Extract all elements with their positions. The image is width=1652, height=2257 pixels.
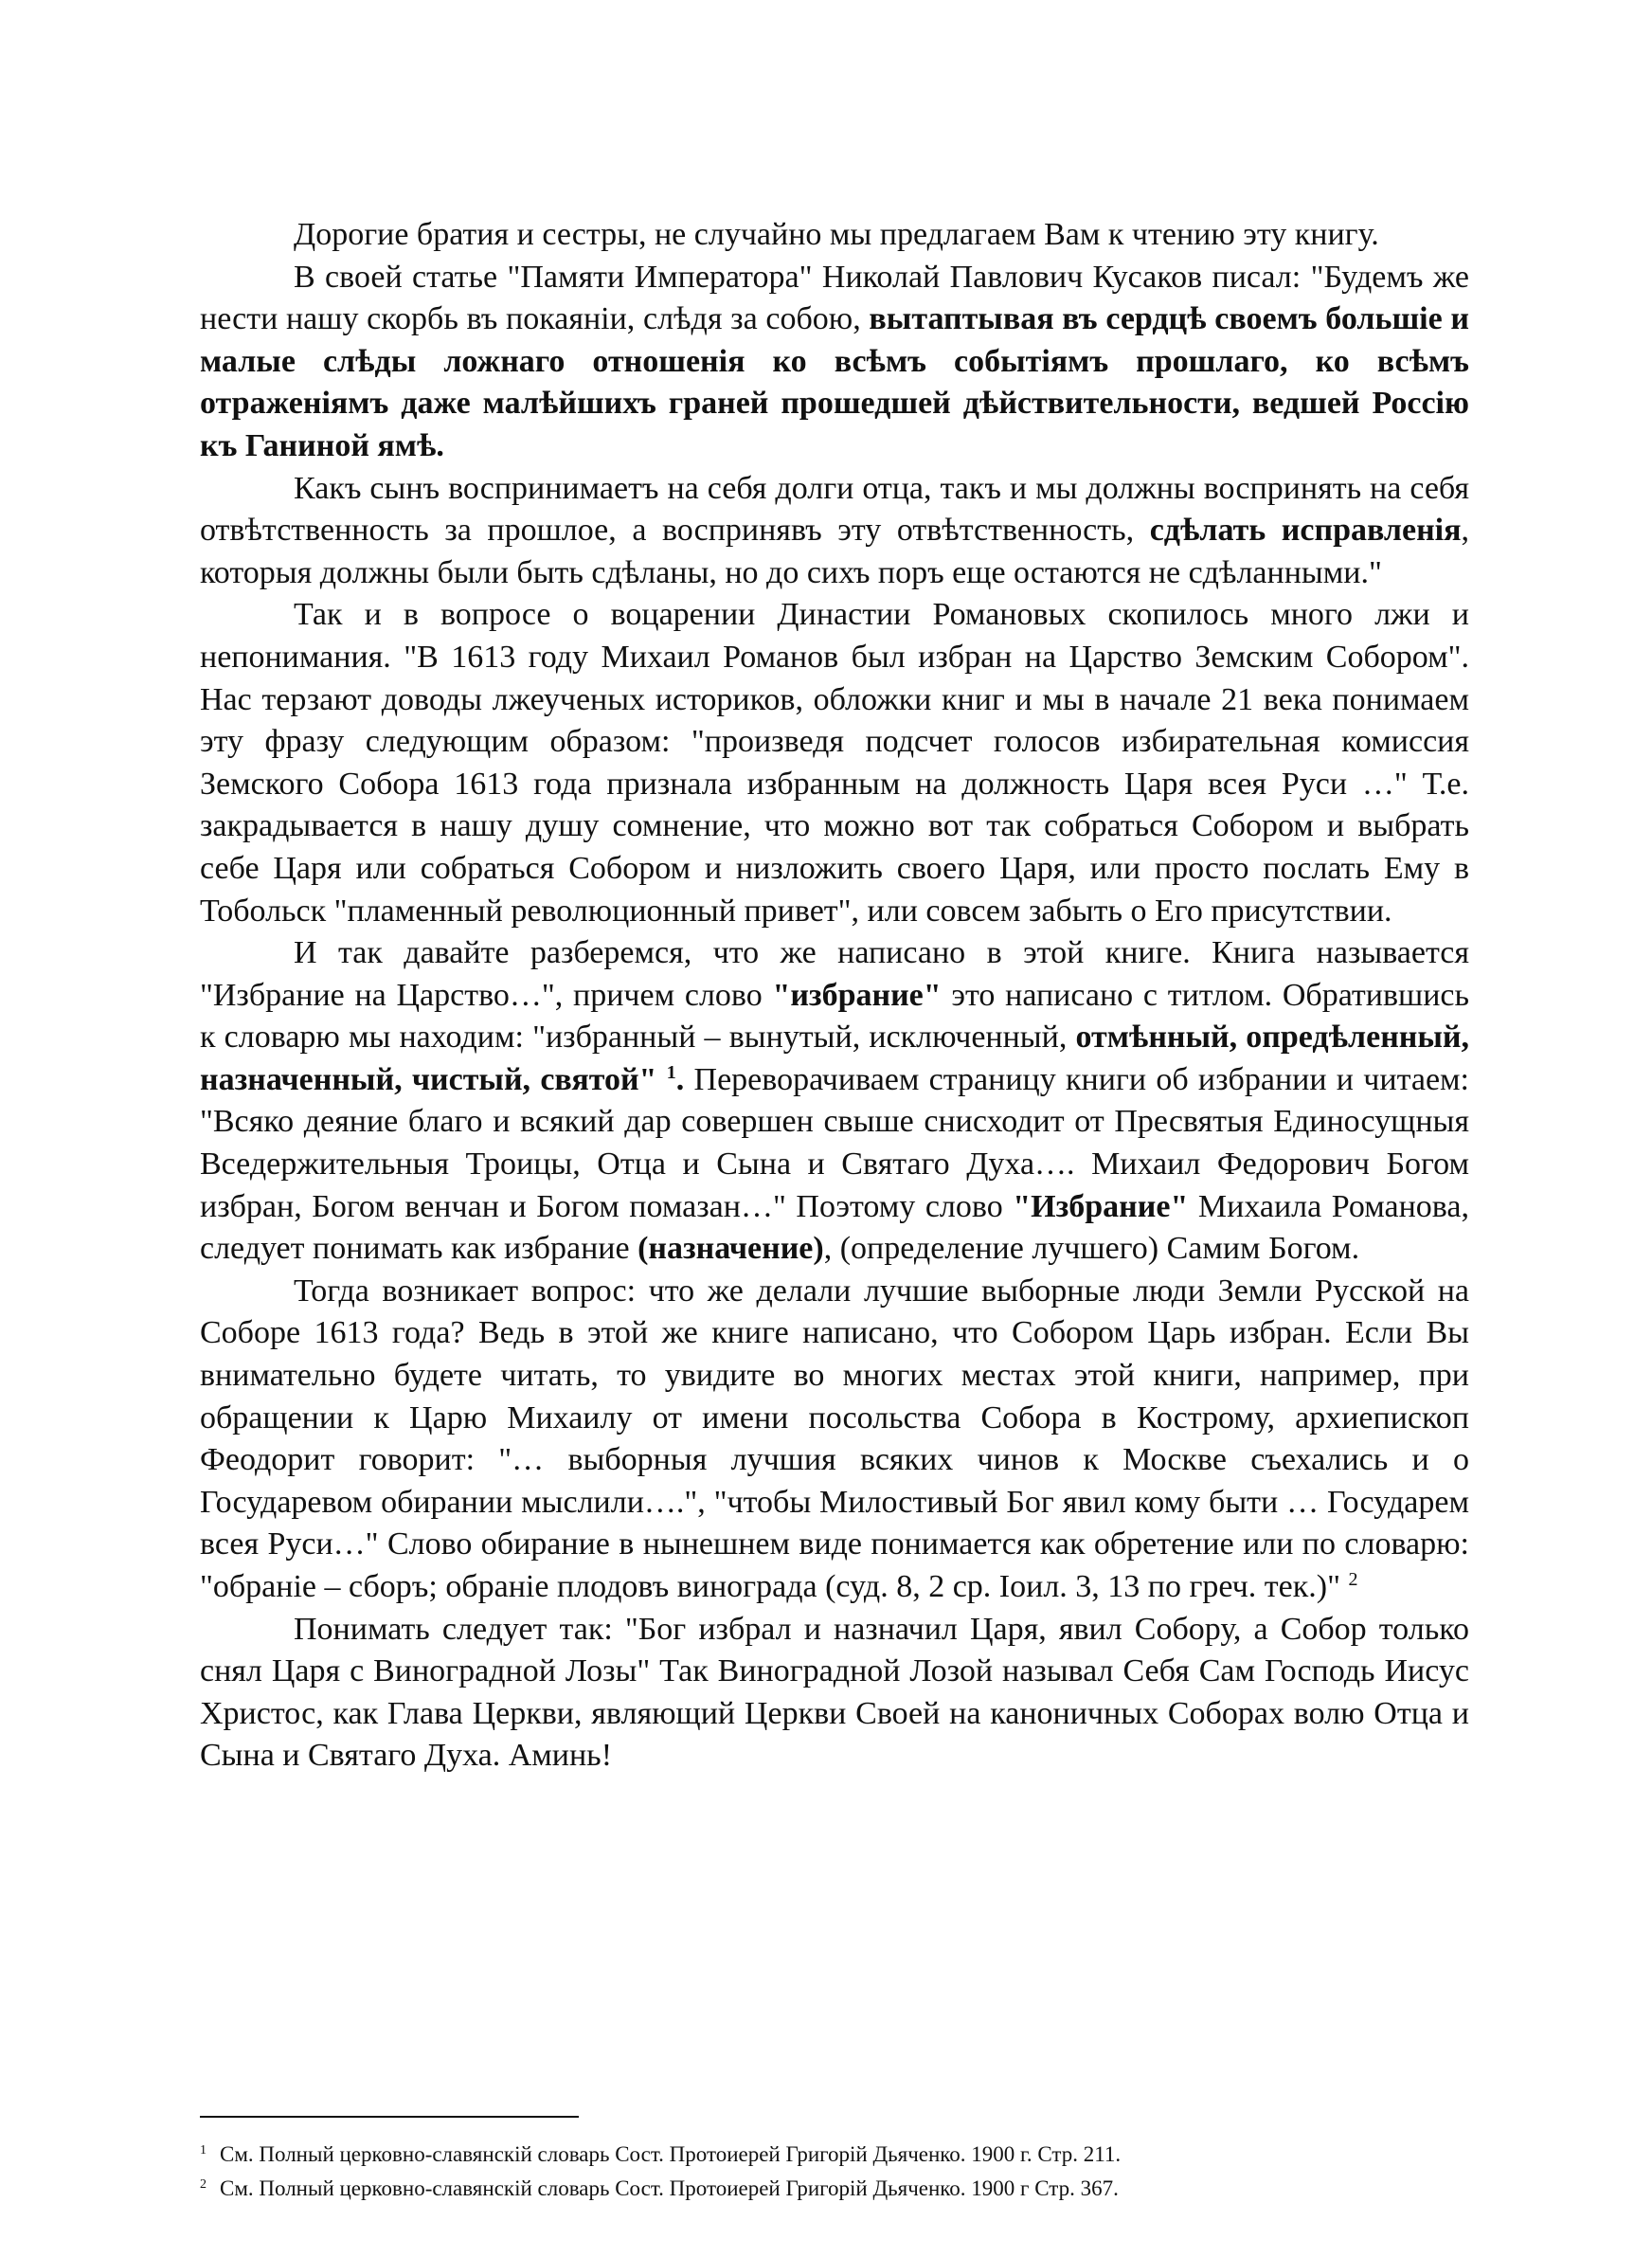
footnote-reference: 2 (1348, 1569, 1358, 1590)
text-run: это написано с титлом. Обратившись к словарю мы находим: "избранный – вынутый, исключенный, (200, 977, 1469, 1056)
paragraph (200, 932, 1469, 1271)
text-run: Какъ сынъ воспринимаетъ на себя долги отца, такъ и мы должны воспринять на себя отвѣтственность за прошлое, а воспринявъ эту отвѣтственность, (200, 470, 1469, 549)
text-run: Так и в вопросе о воцарении Династии Романовых скопилось много лжи и непонимания. "В 1613 году Михаил Романов был избран на Царство Земским Собором". Нас терзают доводы лжеученых историков, обложки книг и мы в начале 21 века понимаем эту фразу следующим образом: "произведя подсчет голосов избирательная комиссия Земского Собора 1613 года признала избранным на должность Царя всея Руси …" Т.е. закрадывается в нашу душу сомнение, что можно вот так собраться Собором и выбрать себе Царя или собраться Собором и низложить своего Царя, или просто послать Ему в Тобольск "пламенный революционный привет", или совсем забыть о Его присутствии. (200, 597, 1469, 929)
footnote-reference: 1 (666, 1061, 676, 1083)
text-run: И так давайте разберемся, что же написано в этой книге. Книга называется "Избрание на Царство…", причем слово (200, 935, 1469, 1013)
bold-text: . (675, 1061, 685, 1097)
paragraph (200, 594, 1469, 932)
bold-text: отмѣнный, опредѣленный, назначенный, чистый, святой" (200, 1020, 1470, 1097)
footnotes (200, 2138, 1469, 2206)
footnote-text: См. Полный церковно-славянскiй словарь Сост. Протоиерей Григорiй Дьяченко. 1900 г Стр. 367. (220, 2176, 1119, 2200)
paragraph (200, 257, 1469, 468)
footnote-separator (200, 2116, 579, 2118)
text-run: Понимать следует так: "Бог избрал и назначил Царя, явил Собору, а Собор только снял Царя с Виноградной Лозы" Так Виноградной Лозой называл Себя Сам Господь Иисус Христос, как Глава Церкви, являющий Церкви Своей на каноничных Соборах волю Отца и Сына и Святаго Духа. Аминь! (200, 1611, 1469, 1774)
bold-text: "избрание" (772, 977, 942, 1013)
text-run: Дорогие братия и сестры, не случайно мы предлагаем Вам к чтению эту книгу. (294, 217, 1379, 252)
text-run: Тогда возникает вопрос: что же делали лучшие выборные люди Земли Русской на Соборе 1613 года? Ведь в этой же книге написано, что Собором Царь избран. Если Вы внимательно будете читать, то увидите во многих местах этой книги, например, при обращении к Царю Михаилу от имени посольства Собора в Кострому, архиепископ Феодорит говорит: "… выборныя лучшия всяких чинов к Москве съехались и о Государевом обирании мыслили….", "чтобы Милостивый Бог явил кому быти … Государем всея Руси…" Слово обирание в нынешнем виде понимается как обретение или по словарю: "обранiе – сборъ; обранiе плодовъ винограда (суд. 8, 2 ср. Iоил. 3, 13 по греч. тек.)" (200, 1273, 1469, 1604)
footnote-mark: 1 (200, 2143, 206, 2158)
bold-text: "Избрание" (1013, 1188, 1189, 1224)
footnote-mark: 2 (200, 2177, 206, 2192)
bold-text: сдѣлать исправленiя (1149, 513, 1462, 549)
paragraph (200, 1609, 1469, 1778)
text-run: Михаила Романова, следует понимать как избрание (200, 1188, 1469, 1267)
paragraph (200, 468, 1469, 595)
paragraph (200, 214, 1469, 257)
body-text (200, 214, 1469, 1778)
footnote (200, 2138, 1469, 2172)
text-run: , (определение лучшего) Самим Богом. (823, 1231, 1360, 1267)
bold-text: (назначение) (637, 1231, 824, 1267)
footnote (200, 2172, 1469, 2206)
paragraph (200, 1271, 1469, 1609)
text-run: Переворачиваем страницу книги об избрании и читаем: "Всяко деяние благо и всякий дар совершен свыше снисходит от Пресвятыя Единосущныя Вседержительныя Троицы, Отца и Сына и Святаго Духа…. Михаил Федорович Богом избран, Богом венчан и Богом помазан…" Поэтому слово (200, 1061, 1469, 1224)
text-run: , которыя должны были быть сдѣланы, но до сихъ поръ еще остаются не сдѣланными." (200, 513, 1469, 590)
footnote-text: См. Полный церковно-славянскiй словарь Сост. Протоиерей Григорiй Дьяченко. 1900 г. Стр. 211. (220, 2142, 1122, 2166)
text-run: В своей статье "Памяти Императора" Николай Павлович Кусаков писал: "Будемъ же нести нашу скорбь въ покаянiи, слѣдя за собою, (200, 259, 1469, 337)
bold-text: вытаптывая въ сердцѣ своемъ большiе и малые слѣды ложнаго отношенiя ко всѣмъ событiямъ прошлаго, ко всѣмъ отраженiямъ даже малѣйшихъ граней прошедшей дѣйствительности, ведшей Россiю къ Ганиной ямѣ. (200, 301, 1469, 463)
